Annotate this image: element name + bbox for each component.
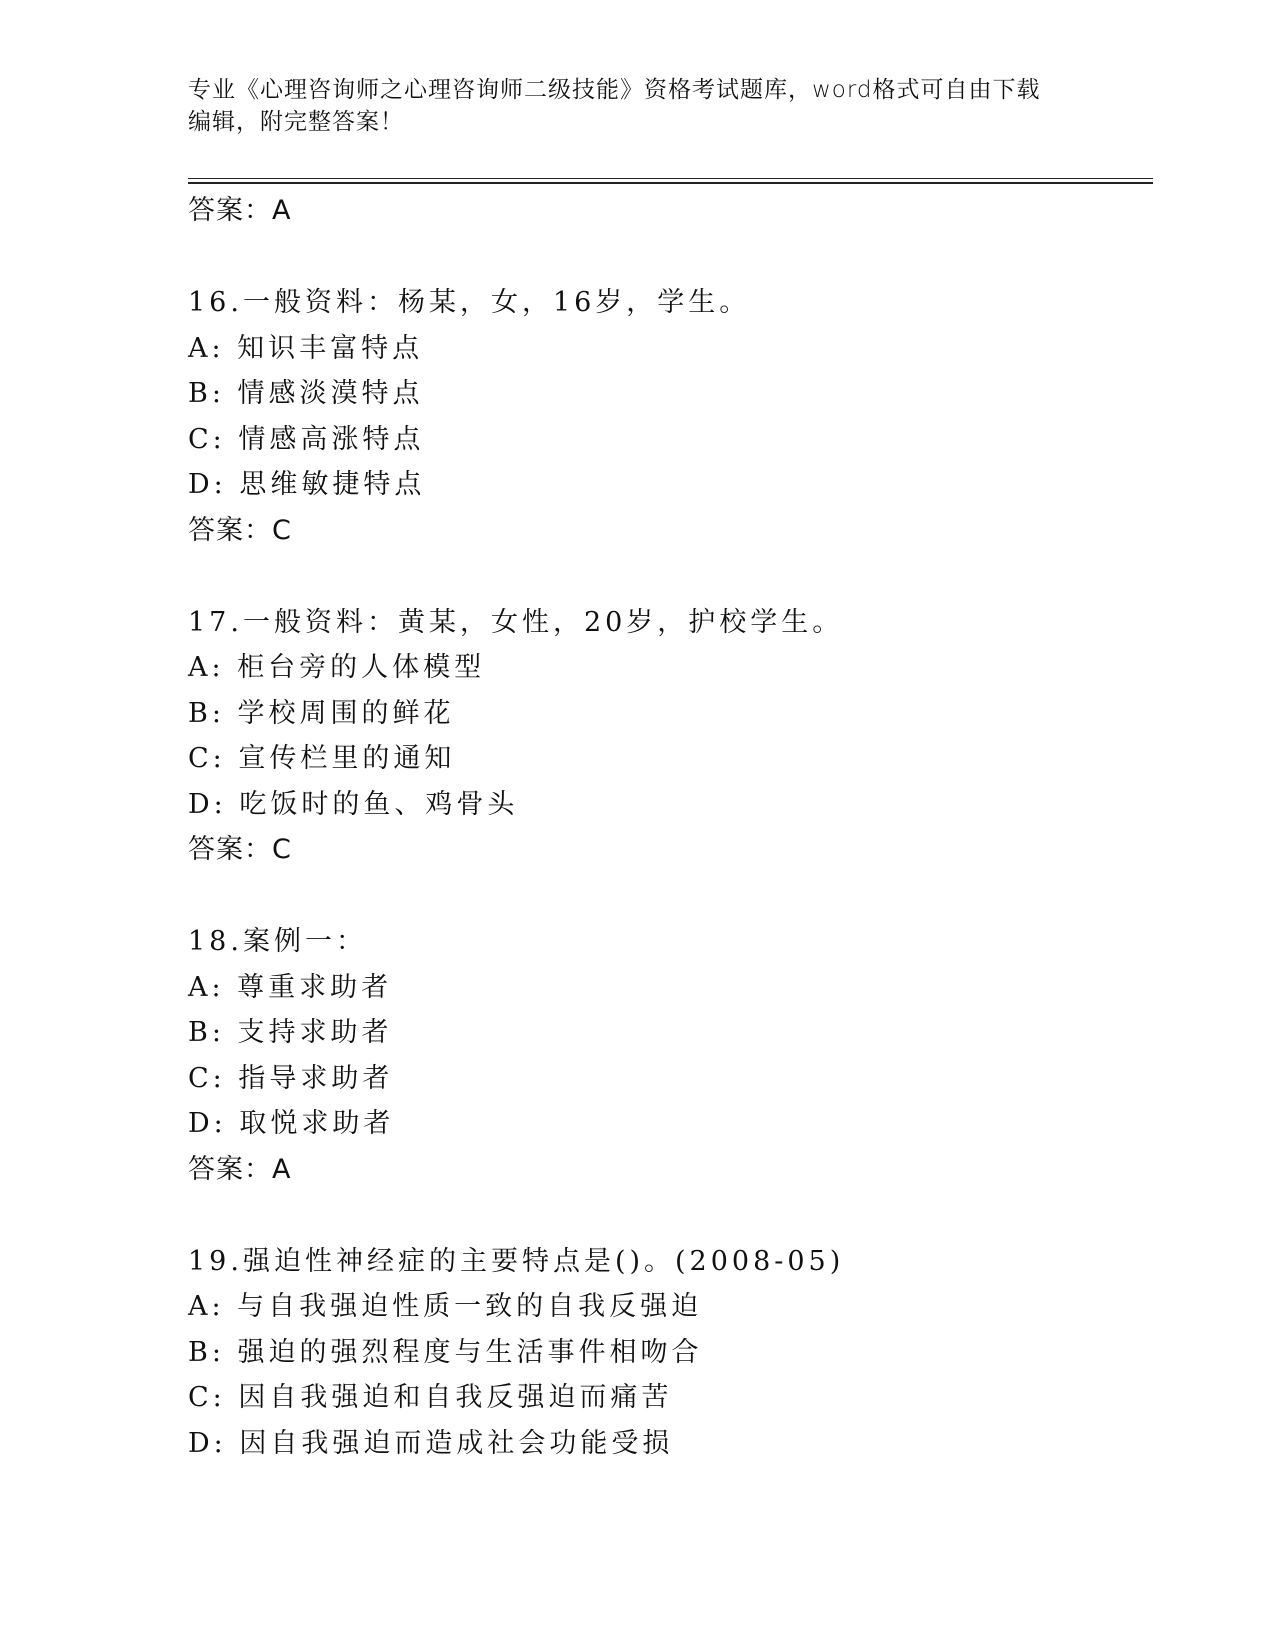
answer-line: 答案：C — [188, 834, 292, 865]
question-stem: 17.一般资料：黄某，女性，20岁，护校学生。 — [188, 606, 844, 638]
option-b: B: 强迫的强烈程度与生活事件相吻合 — [188, 1336, 703, 1368]
option-a: A: 与自我强迫性质一致的自我反强迫 — [188, 1291, 703, 1322]
spacer — [188, 234, 1148, 280]
option-a: A: 知识丰富特点 — [188, 332, 424, 364]
spacer — [188, 873, 1148, 919]
header-line-2: 编辑，附完整答案！ — [188, 109, 404, 135]
answer-line: 答案：A — [188, 1153, 292, 1185]
option-b: B: 情感淡漠特点 — [188, 378, 424, 409]
question-19 — [188, 1239, 1148, 1467]
question-18 — [188, 919, 1148, 1193]
option-c: C: 因自我强迫和自我反强迫而痛苦 — [188, 1382, 673, 1413]
document-header — [188, 74, 1088, 138]
option-d: D: 思维敏捷特点 — [188, 469, 426, 500]
document-body — [188, 188, 1148, 1466]
question-stem: 19.强迫性神经症的主要特点是()。(2008-05) — [188, 1245, 845, 1277]
option-d: D: 取悦求助者 — [188, 1108, 395, 1139]
question-stem: 16.一般资料：杨某，女，16岁，学生。 — [188, 287, 751, 318]
question-17 — [188, 600, 1148, 874]
option-d: D: 吃饭时的鱼、鸡骨头 — [188, 788, 519, 820]
option-a: A: 柜台旁的人体模型 — [188, 652, 486, 683]
option-b: B: 学校周围的鲜花 — [188, 697, 455, 729]
option-b: B: 支持求助者 — [188, 1017, 393, 1048]
question-16 — [188, 280, 1148, 554]
header-rule-thick — [188, 182, 1153, 184]
option-a: A: 尊重求助者 — [188, 971, 393, 1003]
header-rule-thin — [188, 178, 1153, 179]
option-c: C: 宣传栏里的通知 — [188, 743, 456, 774]
option-c: C: 指导求助者 — [188, 1062, 394, 1094]
header-line-1: 专业《心理咨询师之心理咨询师二级技能》资格考试题库，word格式可自由下载 — [188, 77, 1041, 103]
answer-line: 答案：A — [188, 195, 292, 226]
answer-line: 答案：C — [188, 514, 292, 546]
spacer — [188, 554, 1148, 600]
question-stem: 18.案例一： — [188, 926, 367, 957]
option-c: C: 情感高涨特点 — [188, 423, 425, 455]
option-d: D: 因自我强迫而造成社会功能受损 — [188, 1427, 674, 1459]
spacer — [188, 1193, 1148, 1239]
